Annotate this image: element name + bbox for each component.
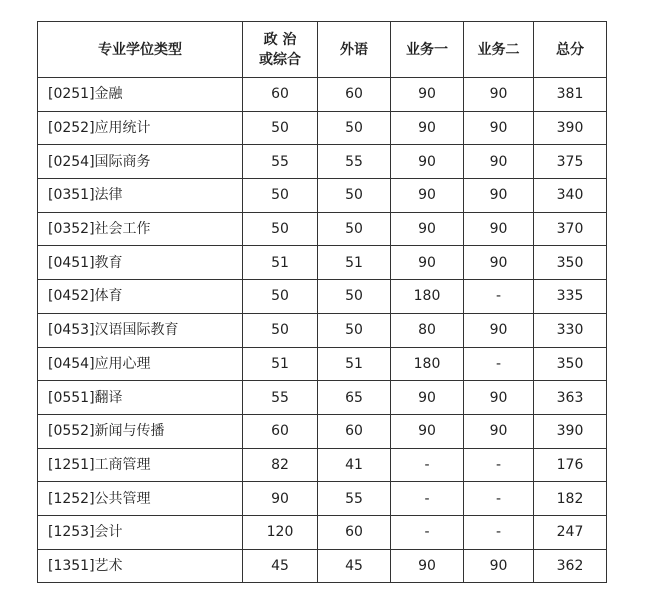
subject-one-score-cell: 90 [391, 549, 464, 583]
total-score-cell: 330 [534, 313, 607, 347]
subject-two-score-cell: - [464, 482, 534, 516]
total-score-cell: 340 [534, 179, 607, 213]
language-score-cell: 45 [318, 549, 391, 583]
header-politics [243, 22, 318, 78]
header-degree-type: 专业学位类型 [38, 22, 243, 78]
table-row [38, 549, 607, 583]
table-row [38, 347, 607, 381]
degree-name-cell: [0254]国际商务 [38, 145, 243, 179]
subject-two-score-cell: - [464, 515, 534, 549]
table-row [38, 212, 607, 246]
politics-score-cell: 55 [243, 145, 318, 179]
subject-two-score-cell: 90 [464, 381, 534, 415]
total-score-cell: 350 [534, 246, 607, 280]
subject-one-score-cell: 90 [391, 381, 464, 415]
language-score-cell: 55 [318, 482, 391, 516]
subject-two-score-cell: 90 [464, 111, 534, 145]
table-row [38, 179, 607, 213]
degree-name-cell: [0352]社会工作 [38, 212, 243, 246]
subject-two-score-cell: 90 [464, 145, 534, 179]
subject-one-score-cell: - [391, 515, 464, 549]
total-score-cell: 176 [534, 448, 607, 482]
table-header [38, 22, 607, 78]
total-score-cell: 362 [534, 549, 607, 583]
language-score-cell: 51 [318, 246, 391, 280]
subject-two-score-cell: - [464, 448, 534, 482]
politics-score-cell: 82 [243, 448, 318, 482]
header-politics-line1: 政 治 [263, 31, 297, 48]
degree-name-cell: [0452]体育 [38, 280, 243, 314]
language-score-cell: 50 [318, 179, 391, 213]
table-row [38, 414, 607, 448]
table-row [38, 111, 607, 145]
total-score-cell: 390 [534, 414, 607, 448]
table-row [38, 482, 607, 516]
subject-one-score-cell: 90 [391, 212, 464, 246]
degree-name-cell: [1251]工商管理 [38, 448, 243, 482]
politics-score-cell: 45 [243, 549, 318, 583]
degree-name-cell: [0551]翻译 [38, 381, 243, 415]
degree-name-cell: [0251]金融 [38, 78, 243, 112]
subject-one-score-cell: - [391, 482, 464, 516]
politics-score-cell: 50 [243, 313, 318, 347]
table-row [38, 448, 607, 482]
subject-one-score-cell: 180 [391, 347, 464, 381]
politics-score-cell: 55 [243, 381, 318, 415]
header-subject-one: 业务一 [391, 22, 464, 78]
total-score-cell: 363 [534, 381, 607, 415]
degree-name-cell: [0454]应用心理 [38, 347, 243, 381]
politics-score-cell: 50 [243, 111, 318, 145]
total-score-cell: 350 [534, 347, 607, 381]
language-score-cell: 51 [318, 347, 391, 381]
subject-one-score-cell: 180 [391, 280, 464, 314]
degree-name-cell: [1253]会计 [38, 515, 243, 549]
table-row [38, 145, 607, 179]
language-score-cell: 60 [318, 414, 391, 448]
subject-two-score-cell: 90 [464, 212, 534, 246]
total-score-cell: 182 [534, 482, 607, 516]
header-politics-line2: 或综合 [259, 51, 301, 68]
subject-two-score-cell: 90 [464, 313, 534, 347]
degree-name-cell: [1252]公共管理 [38, 482, 243, 516]
politics-score-cell: 50 [243, 280, 318, 314]
politics-score-cell: 120 [243, 515, 318, 549]
total-score-cell: 335 [534, 280, 607, 314]
total-score-cell: 247 [534, 515, 607, 549]
subject-one-score-cell: 90 [391, 414, 464, 448]
total-score-cell: 370 [534, 212, 607, 246]
language-score-cell: 55 [318, 145, 391, 179]
subject-one-score-cell: 90 [391, 111, 464, 145]
language-score-cell: 50 [318, 111, 391, 145]
subject-two-score-cell: 90 [464, 78, 534, 112]
subject-one-score-cell: 90 [391, 78, 464, 112]
politics-score-cell: 50 [243, 212, 318, 246]
degree-name-cell: [0451]教育 [38, 246, 243, 280]
table-row [38, 313, 607, 347]
table-row [38, 381, 607, 415]
header-subject-two: 业务二 [464, 22, 534, 78]
subject-two-score-cell: - [464, 347, 534, 381]
language-score-cell: 65 [318, 381, 391, 415]
subject-two-score-cell: 90 [464, 246, 534, 280]
subject-one-score-cell: 80 [391, 313, 464, 347]
language-score-cell: 50 [318, 280, 391, 314]
degree-name-cell: [0552]新闻与传播 [38, 414, 243, 448]
table-row [38, 78, 607, 112]
subject-two-score-cell: - [464, 280, 534, 314]
language-score-cell: 60 [318, 78, 391, 112]
subject-two-score-cell: 90 [464, 414, 534, 448]
header-row [38, 22, 607, 78]
language-score-cell: 50 [318, 313, 391, 347]
subject-one-score-cell: 90 [391, 179, 464, 213]
table-row [38, 246, 607, 280]
total-score-cell: 381 [534, 78, 607, 112]
total-score-cell: 375 [534, 145, 607, 179]
politics-score-cell: 60 [243, 414, 318, 448]
language-score-cell: 60 [318, 515, 391, 549]
total-score-cell: 390 [534, 111, 607, 145]
score-table [37, 21, 607, 583]
subject-one-score-cell: 90 [391, 145, 464, 179]
table-row [38, 515, 607, 549]
header-foreign-language: 外语 [318, 22, 391, 78]
table-body [38, 78, 607, 583]
subject-two-score-cell: 90 [464, 549, 534, 583]
politics-score-cell: 90 [243, 482, 318, 516]
language-score-cell: 41 [318, 448, 391, 482]
politics-score-cell: 50 [243, 179, 318, 213]
degree-name-cell: [1351]艺术 [38, 549, 243, 583]
header-total: 总分 [534, 22, 607, 78]
politics-score-cell: 51 [243, 347, 318, 381]
subject-one-score-cell: 90 [391, 246, 464, 280]
table-row [38, 280, 607, 314]
politics-score-cell: 51 [243, 246, 318, 280]
subject-one-score-cell: - [391, 448, 464, 482]
degree-name-cell: [0351]法律 [38, 179, 243, 213]
degree-name-cell: [0453]汉语国际教育 [38, 313, 243, 347]
subject-two-score-cell: 90 [464, 179, 534, 213]
degree-name-cell: [0252]应用统计 [38, 111, 243, 145]
politics-score-cell: 60 [243, 78, 318, 112]
language-score-cell: 50 [318, 212, 391, 246]
